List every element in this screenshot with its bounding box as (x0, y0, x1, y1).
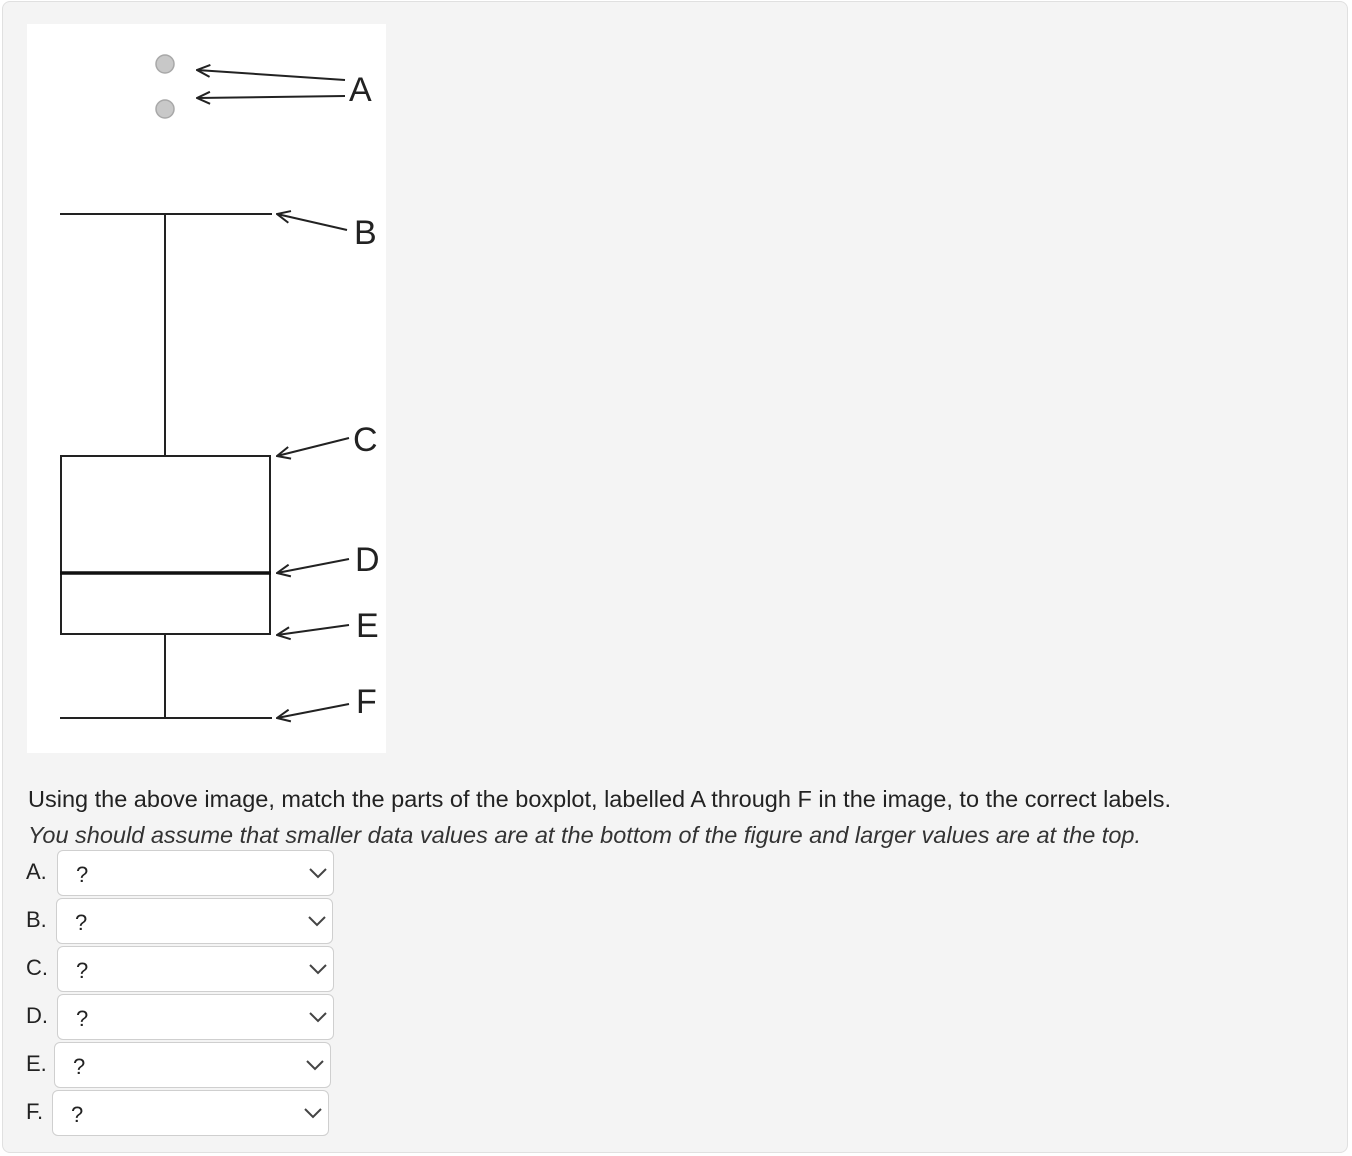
match-letter-f: F. (26, 1099, 44, 1124)
match-select-f[interactable] (52, 1090, 329, 1136)
match-select-b[interactable] (56, 898, 333, 944)
figure-label-c: C (353, 421, 378, 459)
select-value: ? (73, 1054, 86, 1079)
match-letter-d: D. (26, 1003, 48, 1028)
boxplot-figure (27, 24, 386, 753)
match-row-c (26, 946, 346, 992)
match-select-e[interactable] (54, 1042, 331, 1088)
pointer-arrow-e (277, 625, 349, 635)
match-letter-e: E. (26, 1051, 47, 1076)
select-value: ? (71, 1102, 84, 1127)
interquartile-box (61, 456, 270, 634)
pointer-arrow-a-lower (197, 96, 345, 98)
chevron-down-icon (307, 913, 327, 929)
match-row-e (26, 1042, 346, 1088)
figure-label-b: B (354, 214, 377, 252)
select-value: ? (75, 910, 88, 935)
question-panel (2, 1, 1348, 1153)
match-select-d[interactable] (57, 994, 334, 1040)
match-select-c[interactable] (57, 946, 334, 992)
select-value: ? (76, 862, 89, 887)
outlier-point-lower (156, 100, 174, 118)
match-letter-c: C. (26, 955, 48, 980)
figure-label-a: A (349, 71, 372, 109)
match-letter-a: A. (26, 859, 47, 884)
match-row-f (26, 1090, 346, 1136)
question-note: You should assume that smaller data values are at the bottom of the figure and larger values are at the top. (28, 822, 1142, 848)
chevron-down-icon (303, 1105, 323, 1121)
chevron-down-icon (305, 1057, 325, 1073)
figure-label-f: F (356, 683, 377, 721)
question-text (28, 781, 1171, 853)
match-letter-b: B. (26, 907, 47, 932)
match-row-a (26, 850, 346, 896)
match-select-a[interactable] (57, 850, 334, 896)
pointer-arrow-b (277, 214, 347, 230)
pointer-arrow-f (277, 704, 349, 718)
question-instruction: Using the above image, match the parts of the boxplot, labelled A through F in the image, to the correct labels. (28, 786, 1172, 812)
boxplot-svg (27, 24, 386, 753)
chevron-down-icon (308, 865, 328, 881)
select-value: ? (76, 958, 89, 983)
outlier-point-upper (156, 55, 174, 73)
match-row-b (26, 898, 346, 944)
select-value: ? (76, 1006, 89, 1031)
pointer-arrow-d (277, 559, 349, 573)
match-row-d (26, 994, 346, 1040)
chevron-down-icon (308, 961, 328, 977)
figure-label-d: D (355, 541, 380, 579)
chevron-down-icon (308, 1009, 328, 1025)
pointer-arrow-a-upper (197, 70, 345, 80)
figure-label-e: E (356, 607, 379, 645)
pointer-arrow-c (277, 438, 349, 456)
